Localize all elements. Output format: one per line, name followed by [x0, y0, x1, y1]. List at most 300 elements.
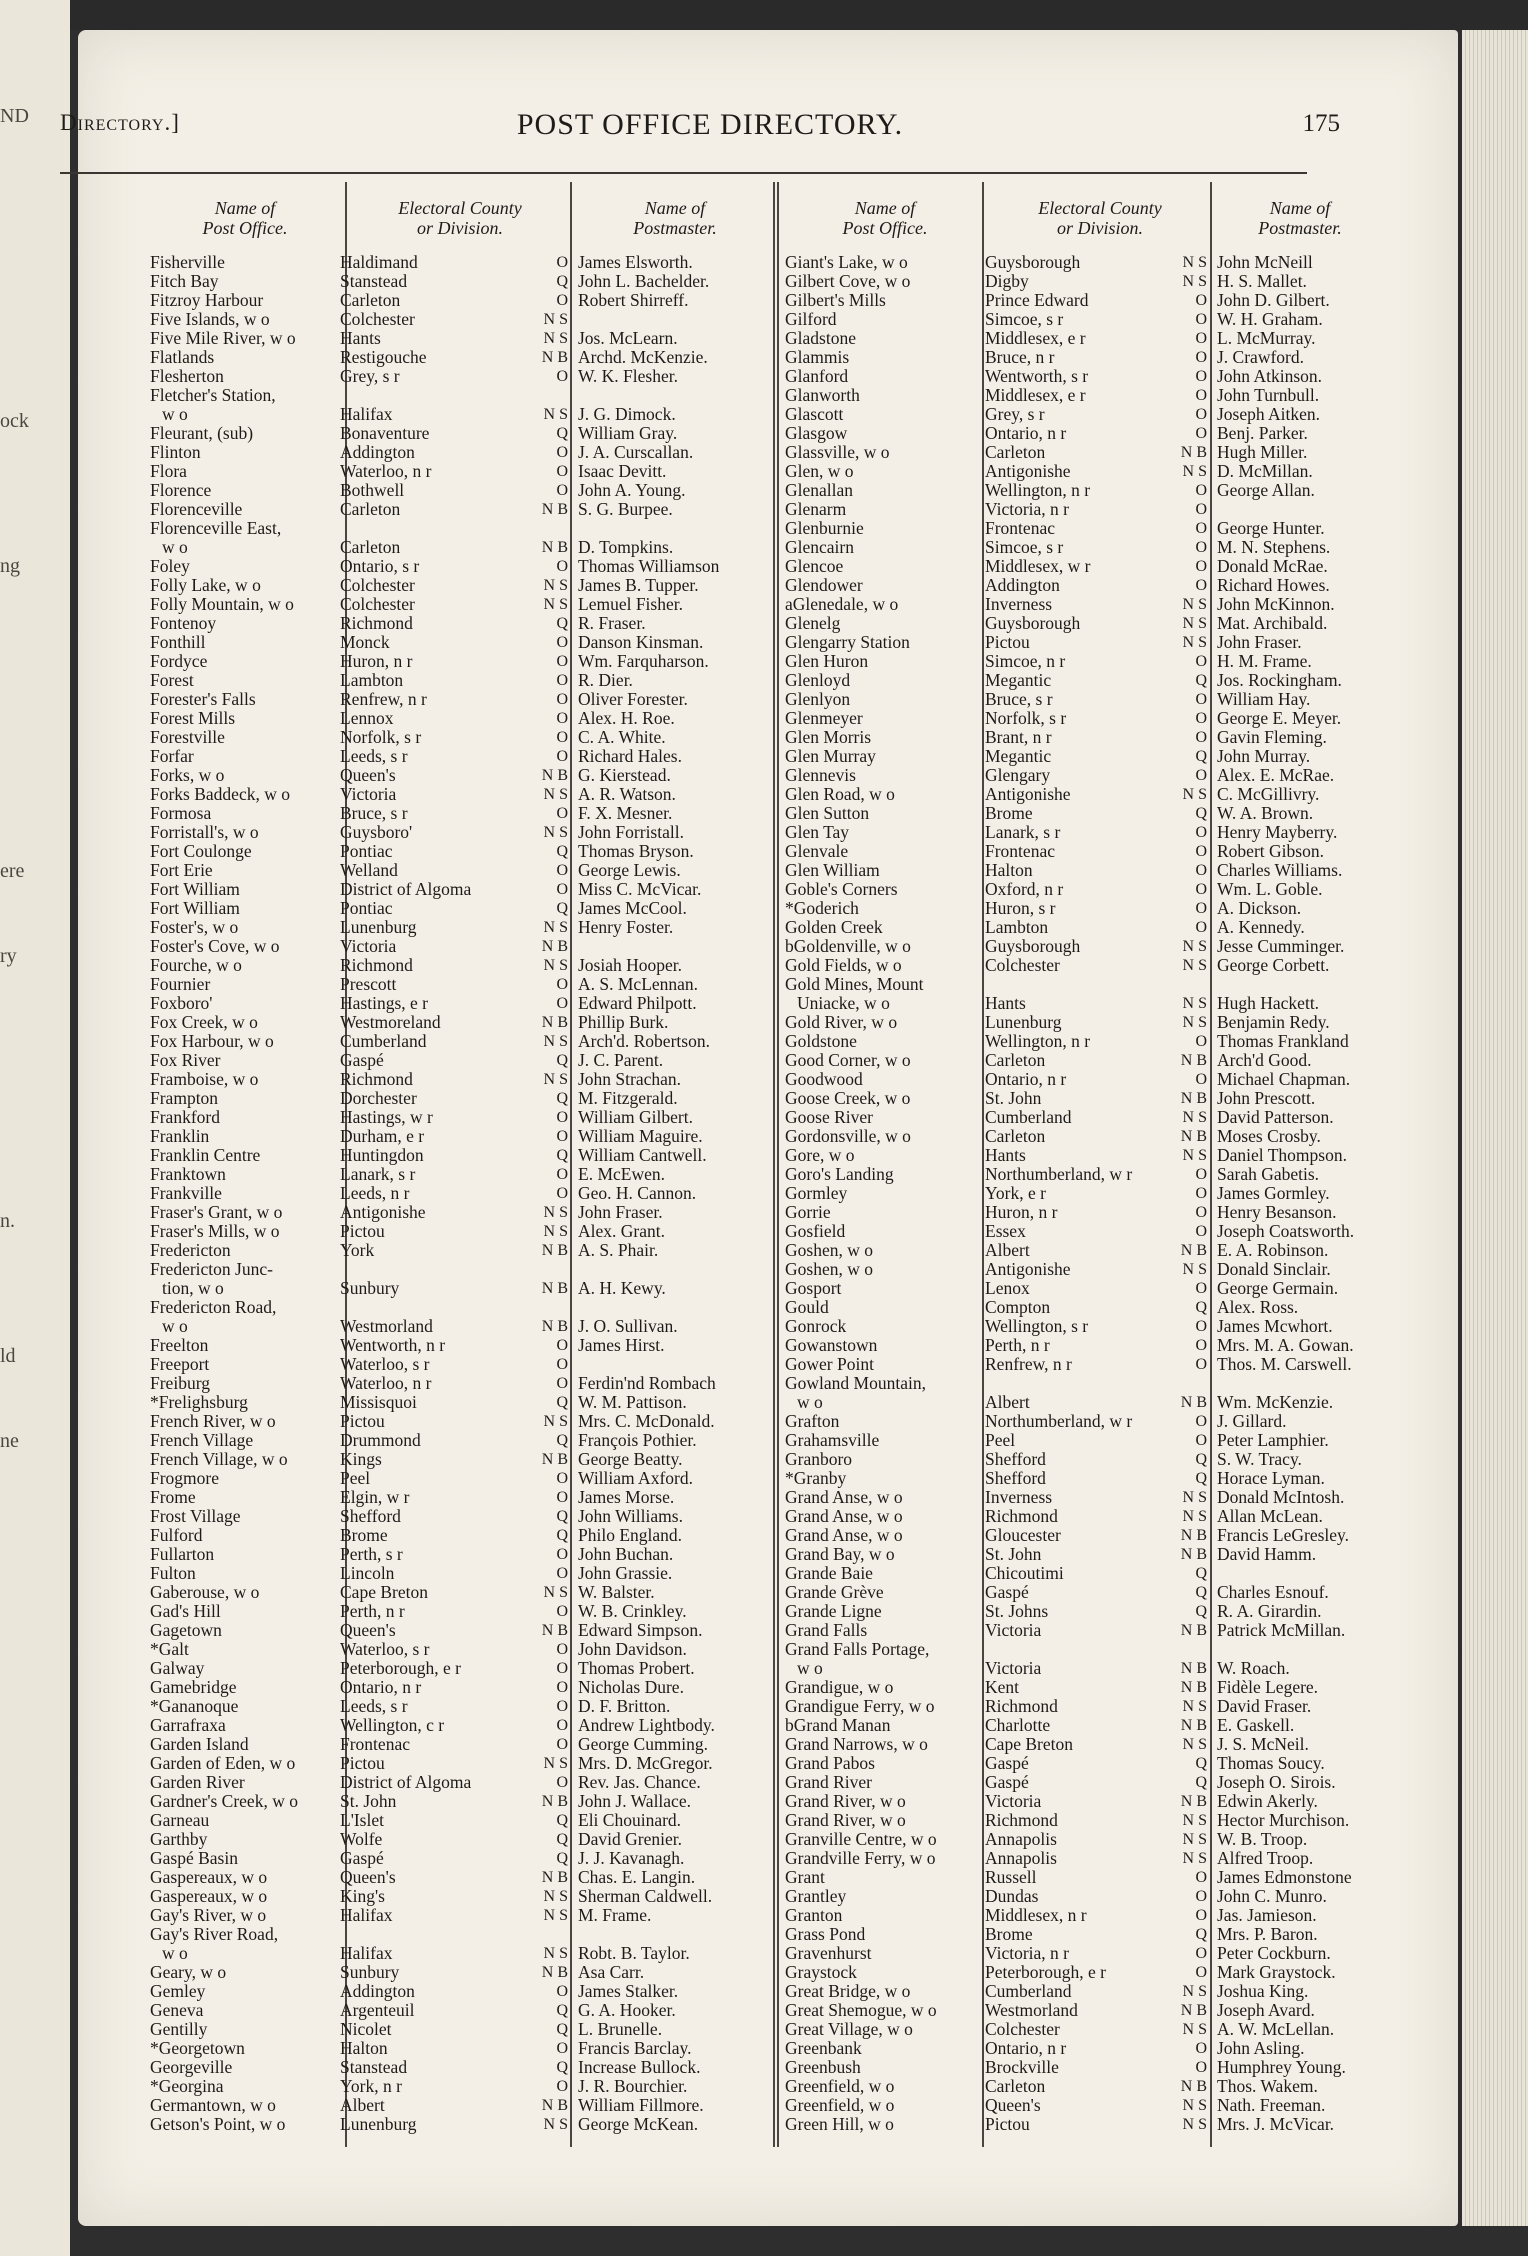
electoral-county: Gaspé: [340, 1050, 384, 1070]
province-code: N S: [1182, 1261, 1207, 1278]
directory-row: [150, 1830, 770, 1849]
directory-row: [150, 481, 770, 500]
post-office-name: Flatlands: [150, 347, 215, 367]
post-office-name: Gaberouse, w o: [150, 1582, 260, 1602]
post-office-name: w o: [162, 404, 188, 424]
directory-row: [785, 1944, 1385, 1963]
post-office-name: Flinton: [150, 442, 201, 462]
postmaster-name: Jesse Cumminger.: [1217, 936, 1345, 956]
electoral-county: Albert: [340, 2095, 385, 2115]
province-code: O: [556, 1660, 568, 1677]
province-code: Q: [556, 900, 568, 917]
province-code: O: [556, 805, 568, 822]
electoral-county: Welland: [340, 860, 398, 880]
province-code: Q: [556, 1147, 568, 1164]
post-office-name: Goshen, w o: [785, 1259, 873, 1279]
post-office-name: Glennevis: [785, 765, 856, 785]
province-code: Q: [1195, 1774, 1207, 1791]
margin-fragment: ld: [0, 1345, 16, 1367]
postmaster-name: John L. Bachelder.: [578, 271, 710, 291]
directory-row: [785, 1298, 1385, 1317]
postmaster-name: Ferdin'nd Rombach: [578, 1373, 716, 1393]
postmaster-name: Michael Chapman.: [1217, 1069, 1351, 1089]
electoral-county: Simcoe, n r: [985, 651, 1066, 671]
running-head-left: Directory.]: [60, 110, 180, 135]
directory-row: [150, 310, 770, 329]
electoral-county: Ontario, n r: [985, 1069, 1067, 1089]
post-office-name: Getson's Point, w o: [150, 2114, 286, 2134]
postmaster-name: Benjamin Redy.: [1217, 1012, 1330, 1032]
postmaster-name: R. A. Girardin.: [1217, 1601, 1322, 1621]
directory-row: [150, 1279, 770, 1298]
postmaster-name: Jos. McLearn.: [578, 328, 678, 348]
electoral-county: Wolfe: [340, 1829, 383, 1849]
province-code: O: [1195, 406, 1207, 423]
province-code: O: [1195, 311, 1207, 328]
post-office-name: Goshen, w o: [785, 1240, 873, 1260]
electoral-county: Brome: [340, 1525, 388, 1545]
province-code: N S: [543, 824, 568, 841]
electoral-county: Colchester: [985, 2019, 1060, 2039]
postmaster-name: John Williams.: [578, 1506, 683, 1526]
electoral-county: Waterloo, n r: [340, 461, 432, 481]
postmaster-name: Isaac Devitt.: [578, 461, 667, 481]
post-office-name: Forks Baddeck, w o: [150, 784, 290, 804]
postmaster-name: G. Kierstead.: [578, 765, 671, 785]
postmaster-name: C. A. White.: [578, 727, 666, 747]
directory-row: [785, 1697, 1385, 1716]
postmaster-name: H. S. Mallet.: [1217, 271, 1307, 291]
postmaster-name: Donald Sinclair.: [1217, 1259, 1331, 1279]
electoral-county: Lambton: [985, 917, 1049, 937]
electoral-county: Carleton: [340, 499, 401, 519]
electoral-county: Renfrew, n r: [340, 689, 427, 709]
postmaster-name: John Grassie.: [578, 1563, 673, 1583]
post-office-name: Fox River: [150, 1050, 221, 1070]
post-office-name: Freeport: [150, 1354, 210, 1374]
postmaster-name: Alex. Grant.: [578, 1221, 665, 1241]
post-office-name: Franklin: [150, 1126, 210, 1146]
province-code: N B: [541, 349, 568, 366]
electoral-county: Stanstead: [340, 271, 408, 291]
postmaster-name: John J. Wallace.: [578, 1791, 691, 1811]
postmaster-name: E. A. Robinson.: [1217, 1240, 1329, 1260]
electoral-county: St. John: [340, 1791, 397, 1811]
province-code: N B: [1180, 2002, 1207, 2019]
post-office-name: Gower Point: [785, 1354, 874, 1374]
province-code: N S: [1182, 938, 1207, 955]
electoral-county: Shefford: [340, 1506, 401, 1526]
directory-row: [150, 1564, 770, 1583]
post-office-name: Gowanstown: [785, 1335, 878, 1355]
postmaster-name: A. S. Phair.: [578, 1240, 659, 1260]
post-office-name: Framboise, w o: [150, 1069, 259, 1089]
post-office-name: Glencairn: [785, 537, 854, 557]
electoral-county: Nicolet: [340, 2019, 392, 2039]
directory-row: [785, 899, 1385, 918]
directory-row: [785, 1849, 1385, 1868]
electoral-county: Middlesex, e r: [985, 385, 1086, 405]
province-code: N S: [543, 1223, 568, 1240]
post-office-name: Fredericton Junc-: [150, 1259, 273, 1279]
post-office-name: Glenburnie: [785, 518, 864, 538]
post-office-name: Grand River: [785, 1772, 872, 1792]
postmaster-name: D. Tompkins.: [578, 537, 674, 557]
directory-row: [150, 1032, 770, 1051]
electoral-county: Huron, s r: [985, 898, 1056, 918]
directory-row: [785, 1222, 1385, 1241]
province-code: N S: [543, 311, 568, 328]
post-office-name: Gaspé Basin: [150, 1848, 238, 1868]
directory-row: [785, 1982, 1385, 2001]
electoral-county: Frontenac: [985, 841, 1055, 861]
postmaster-name: William Gray.: [578, 423, 678, 443]
post-office-name: Garden River: [150, 1772, 245, 1792]
post-office-name: Glenloyd: [785, 670, 851, 690]
postmaster-name: Richard Howes.: [1217, 575, 1330, 595]
province-code: O: [1195, 1888, 1207, 1905]
province-code: O: [556, 1166, 568, 1183]
province-code: N B: [1180, 1660, 1207, 1677]
postmaster-name: W. B. Troop.: [1217, 1829, 1308, 1849]
electoral-county: Brome: [985, 803, 1033, 823]
post-office-name: w o: [797, 1392, 823, 1412]
province-code: Q: [556, 1432, 568, 1449]
electoral-county: Queen's: [340, 765, 396, 785]
postmaster-name: Gavin Fleming.: [1217, 727, 1327, 747]
post-office-name: Flora: [150, 461, 187, 481]
post-office-name: Germantown, w o: [150, 2095, 276, 2115]
directory-row: [150, 1374, 770, 1393]
post-office-name: Fulford: [150, 1525, 203, 1545]
province-code: N S: [1182, 1489, 1207, 1506]
electoral-county: Addington: [985, 575, 1060, 595]
directory-row: [150, 462, 770, 481]
post-office-name: Gardner's Creek, w o: [150, 1791, 298, 1811]
directory-row: [150, 1317, 770, 1336]
electoral-county: Richmond: [340, 1069, 413, 1089]
directory-row: [150, 1963, 770, 1982]
postmaster-name: Thos. M. Carswell.: [1217, 1354, 1352, 1374]
directory-row: [785, 1583, 1385, 1602]
electoral-county: Richmond: [340, 613, 413, 633]
post-office-name: Grandigue Ferry, w o: [785, 1696, 935, 1716]
post-office-name: Glendower: [785, 575, 863, 595]
directory-row: [150, 443, 770, 462]
post-office-name: Gay's River, w o: [150, 1905, 267, 1925]
heading-text: Electoral County or Division.: [1038, 198, 1162, 238]
postmaster-name: John McKinnon.: [1217, 594, 1335, 614]
post-office-name: Grandville Ferry, w o: [785, 1848, 936, 1868]
province-code: O: [1195, 1166, 1207, 1183]
province-code: N B: [1180, 1546, 1207, 1563]
electoral-county: Huron, n r: [340, 651, 413, 671]
directory-row: [150, 823, 770, 842]
electoral-county: Prince Edward: [985, 290, 1089, 310]
electoral-county: Prescott: [340, 974, 397, 994]
post-office-name: Granville Centre, w o: [785, 1829, 937, 1849]
postmaster-name: Wm. Farquharson.: [578, 651, 709, 671]
province-code: N S: [543, 1888, 568, 1905]
province-code: O: [556, 368, 568, 385]
directory-row: [785, 310, 1385, 329]
post-office-name: Glenvale: [785, 841, 849, 861]
post-office-name: Garden Island: [150, 1734, 249, 1754]
province-code: O: [556, 1128, 568, 1145]
directory-row: [785, 994, 1385, 1013]
electoral-county: Gaspé: [985, 1772, 1029, 1792]
directory-row: [150, 1298, 770, 1317]
electoral-county: Carleton: [985, 442, 1046, 462]
post-office-name: Freiburg: [150, 1373, 210, 1393]
post-office-name: Forest Mills: [150, 708, 236, 728]
province-code: Q: [556, 1052, 568, 1069]
postmaster-name: Andrew Lightbody.: [578, 1715, 715, 1735]
province-code: N S: [543, 406, 568, 423]
post-office-name: Fort Erie: [150, 860, 213, 880]
directory-row: [785, 652, 1385, 671]
post-office-name: Fournier: [150, 974, 211, 994]
postmaster-name: George Lewis.: [578, 860, 681, 880]
postmaster-name: Miss C. McVicar.: [578, 879, 702, 899]
post-office-name: Grand Falls: [785, 1620, 868, 1640]
directory-row: [785, 918, 1385, 937]
post-office-name: *Galt: [150, 1639, 189, 1659]
electoral-county: Westmoreland: [340, 1012, 441, 1032]
electoral-county: Pictou: [340, 1753, 385, 1773]
directory-row: [150, 367, 770, 386]
directory-row: [150, 1583, 770, 1602]
postmaster-name: Lemuel Fisher.: [578, 594, 683, 614]
electoral-county: Leeds, s r: [340, 1696, 408, 1716]
postmaster-name: Charles Esnouf.: [1217, 1582, 1329, 1602]
electoral-county: Wellington, c r: [340, 1715, 445, 1735]
heading-text: Name of Postmaster.: [1258, 198, 1342, 238]
post-office-name: Glassville, w o: [785, 442, 890, 462]
province-code: O: [556, 653, 568, 670]
electoral-county: Kent: [985, 1677, 1020, 1697]
postmaster-name: Rev. Jas. Chance.: [578, 1772, 701, 1792]
electoral-county: Carleton: [340, 537, 401, 557]
postmaster-name: Phillip Burk.: [578, 1012, 669, 1032]
directory-row: [785, 880, 1385, 899]
directory-row: [785, 1469, 1385, 1488]
province-code: O: [1195, 1432, 1207, 1449]
directory-row: [785, 329, 1385, 348]
electoral-county: L'Islet: [340, 1810, 384, 1830]
postmaster-name: George Beatty.: [578, 1449, 683, 1469]
province-code: O: [556, 1736, 568, 1753]
directory-row: [150, 1127, 770, 1146]
postmaster-name: John Asling.: [1217, 2038, 1305, 2058]
directory-row: [150, 253, 770, 272]
post-office-name: Florenceville: [150, 499, 243, 519]
postmaster-name: David Fraser.: [1217, 1696, 1312, 1716]
post-office-name: Gentilly: [150, 2019, 208, 2039]
province-code: N S: [1182, 596, 1207, 613]
directory-row: [150, 1336, 770, 1355]
electoral-county: Perth, n r: [340, 1601, 405, 1621]
directory-row: [785, 1165, 1385, 1184]
column-divider: [773, 182, 775, 2147]
province-code: O: [556, 1983, 568, 2000]
electoral-county: York, e r: [985, 1183, 1046, 1203]
directory-row: [785, 1146, 1385, 1165]
province-code: N B: [1180, 1394, 1207, 1411]
directory-row: [150, 557, 770, 576]
postmaster-name: J. S. McNeil.: [1217, 1734, 1309, 1754]
postmaster-name: Alex. E. McRae.: [1217, 765, 1335, 785]
post-office-name: Grand Falls Portage,: [785, 1639, 930, 1659]
post-office-name: Glanworth: [785, 385, 860, 405]
post-office-name: Greenfield, w o: [785, 2095, 895, 2115]
electoral-county: Victoria, n r: [985, 1943, 1069, 1963]
directory-row: [150, 1944, 770, 1963]
directory-row: [150, 671, 770, 690]
post-office-name: Forristall's, w o: [150, 822, 259, 842]
electoral-county: Antigonishe: [985, 784, 1071, 804]
postmaster-name: John Atkinson.: [1217, 366, 1323, 386]
post-office-name: *Goderich: [785, 898, 859, 918]
post-office-name: Foster's Cove, w o: [150, 936, 280, 956]
province-code: Q: [1195, 805, 1207, 822]
directory-row: [150, 1754, 770, 1773]
electoral-county: Ontario, n r: [340, 1677, 422, 1697]
heading-post-office: [150, 198, 340, 238]
post-office-name: Gilbert Cove, w o: [785, 271, 911, 291]
province-code: O: [1195, 691, 1207, 708]
postmaster-name: John Fraser.: [578, 1202, 663, 1222]
electoral-county: District of Algoma: [340, 879, 472, 899]
postmaster-name: W. Roach.: [1217, 1658, 1290, 1678]
electoral-county: Addington: [340, 1981, 415, 2001]
province-code: N B: [541, 1318, 568, 1335]
directory-row: [785, 1906, 1385, 1925]
post-office-name: Gilbert's Mills: [785, 290, 886, 310]
post-office-name: Gormley: [785, 1183, 848, 1203]
electoral-county: Grey, s r: [340, 366, 400, 386]
directory-row: [150, 1526, 770, 1545]
page-number: 175: [1302, 110, 1340, 137]
postmaster-name: Sarah Gabetis.: [1217, 1164, 1320, 1184]
postmaster-name: George Hunter.: [1217, 518, 1325, 538]
post-office-name: Galway: [150, 1658, 205, 1678]
directory-row: [150, 994, 770, 1013]
post-office-name: Gaspereaux, w o: [150, 1886, 268, 1906]
post-office-name: *Gananoque: [150, 1696, 239, 1716]
electoral-county: Wentworth, n r: [340, 1335, 446, 1355]
postmaster-name: Mark Graystock.: [1217, 1962, 1336, 1982]
directory-row: [150, 1716, 770, 1735]
electoral-county: Gloucester: [985, 1525, 1061, 1545]
directory-row: [150, 500, 770, 519]
post-office-name: Fox Creek, w o: [150, 1012, 258, 1032]
province-code: O: [556, 1679, 568, 1696]
postmaster-name: Edward Philpott.: [578, 993, 697, 1013]
province-code: N S: [543, 1413, 568, 1430]
province-code: Q: [556, 425, 568, 442]
post-office-name: Gladstone: [785, 328, 856, 348]
top-dark-strip: [0, 0, 1528, 30]
post-office-name: Goble's Corners: [785, 879, 898, 899]
province-code: Q: [556, 2059, 568, 2076]
electoral-county: Westmorland: [985, 2000, 1078, 2020]
electoral-county: Inverness: [985, 594, 1053, 614]
postmaster-name: S. G. Burpee.: [578, 499, 673, 519]
post-office-name: Graystock: [785, 1962, 857, 1982]
post-office-name: Geneva: [150, 2000, 204, 2020]
province-code: N S: [1182, 634, 1207, 651]
province-code: O: [1195, 1318, 1207, 1335]
electoral-county: Lanark, s r: [985, 822, 1061, 842]
province-code: N B: [1180, 1090, 1207, 1107]
postmaster-name: Alex. Ross.: [1217, 1297, 1299, 1317]
directory-row: [785, 1374, 1385, 1393]
postmaster-name: William Axford.: [578, 1468, 693, 1488]
electoral-county: Waterloo, s r: [340, 1639, 430, 1659]
post-office-name: Goldstone: [785, 1031, 857, 1051]
postmaster-name: William Fillmore.: [578, 2095, 704, 2115]
post-office-name: French Village, w o: [150, 1449, 288, 1469]
postmaster-name: Nath. Freeman.: [1217, 2095, 1326, 2115]
province-code: N B: [1180, 1793, 1207, 1810]
province-code: O: [556, 463, 568, 480]
post-office-name: Gowland Mountain,: [785, 1373, 926, 1393]
post-office-name: Greenfield, w o: [785, 2076, 895, 2096]
margin-fragment: ne: [0, 1430, 19, 1452]
electoral-county: Halifax: [340, 1943, 393, 1963]
postmaster-name: Danson Kinsman.: [578, 632, 704, 652]
province-code: O: [1195, 729, 1207, 746]
postmaster-name: Arch'd Good.: [1217, 1050, 1312, 1070]
electoral-county: Antigonishe: [340, 1202, 426, 1222]
directory-row: [785, 1032, 1385, 1051]
electoral-county: Charlotte: [985, 1715, 1051, 1735]
directory-row: [150, 1545, 770, 1564]
province-code: N B: [1180, 1679, 1207, 1696]
post-office-name: Glascott: [785, 404, 844, 424]
post-office-name: Fisherville: [150, 252, 225, 272]
province-code: O: [1195, 919, 1207, 936]
electoral-county: Pontiac: [340, 898, 393, 918]
electoral-county: Antigonishe: [985, 1259, 1071, 1279]
post-office-name: Gold Mines, Mount: [785, 974, 924, 994]
postmaster-name: J. C. Parent.: [578, 1050, 664, 1070]
province-code: Q: [556, 2021, 568, 2038]
post-office-name: Fox Harbour, w o: [150, 1031, 274, 1051]
post-office-name: Florence: [150, 480, 212, 500]
province-code: N S: [543, 2116, 568, 2133]
post-office-name: Gagetown: [150, 1620, 222, 1640]
postmaster-name: Wm. L. Goble.: [1217, 879, 1323, 899]
directory-row: [785, 1279, 1385, 1298]
post-office-name: bGrand Manan: [785, 1715, 891, 1735]
electoral-county: Elgin, w r: [340, 1487, 410, 1507]
directory-row: [785, 1393, 1385, 1412]
postmaster-name: Thomas Frankland: [1217, 1031, 1349, 1051]
post-office-name: Grande Baie: [785, 1563, 873, 1583]
directory-row: [150, 1089, 770, 1108]
electoral-county: Brockville: [985, 2057, 1059, 2077]
postmaster-name: John C. Munro.: [1217, 1886, 1327, 1906]
post-office-name: Gay's River Road,: [150, 1924, 279, 1944]
directory-row: [785, 253, 1385, 272]
province-code: N B: [1180, 1527, 1207, 1544]
post-office-name: Frankford: [150, 1107, 220, 1127]
directory-row: [785, 614, 1385, 633]
electoral-county: Colchester: [340, 594, 415, 614]
directory-row: [150, 2115, 770, 2134]
